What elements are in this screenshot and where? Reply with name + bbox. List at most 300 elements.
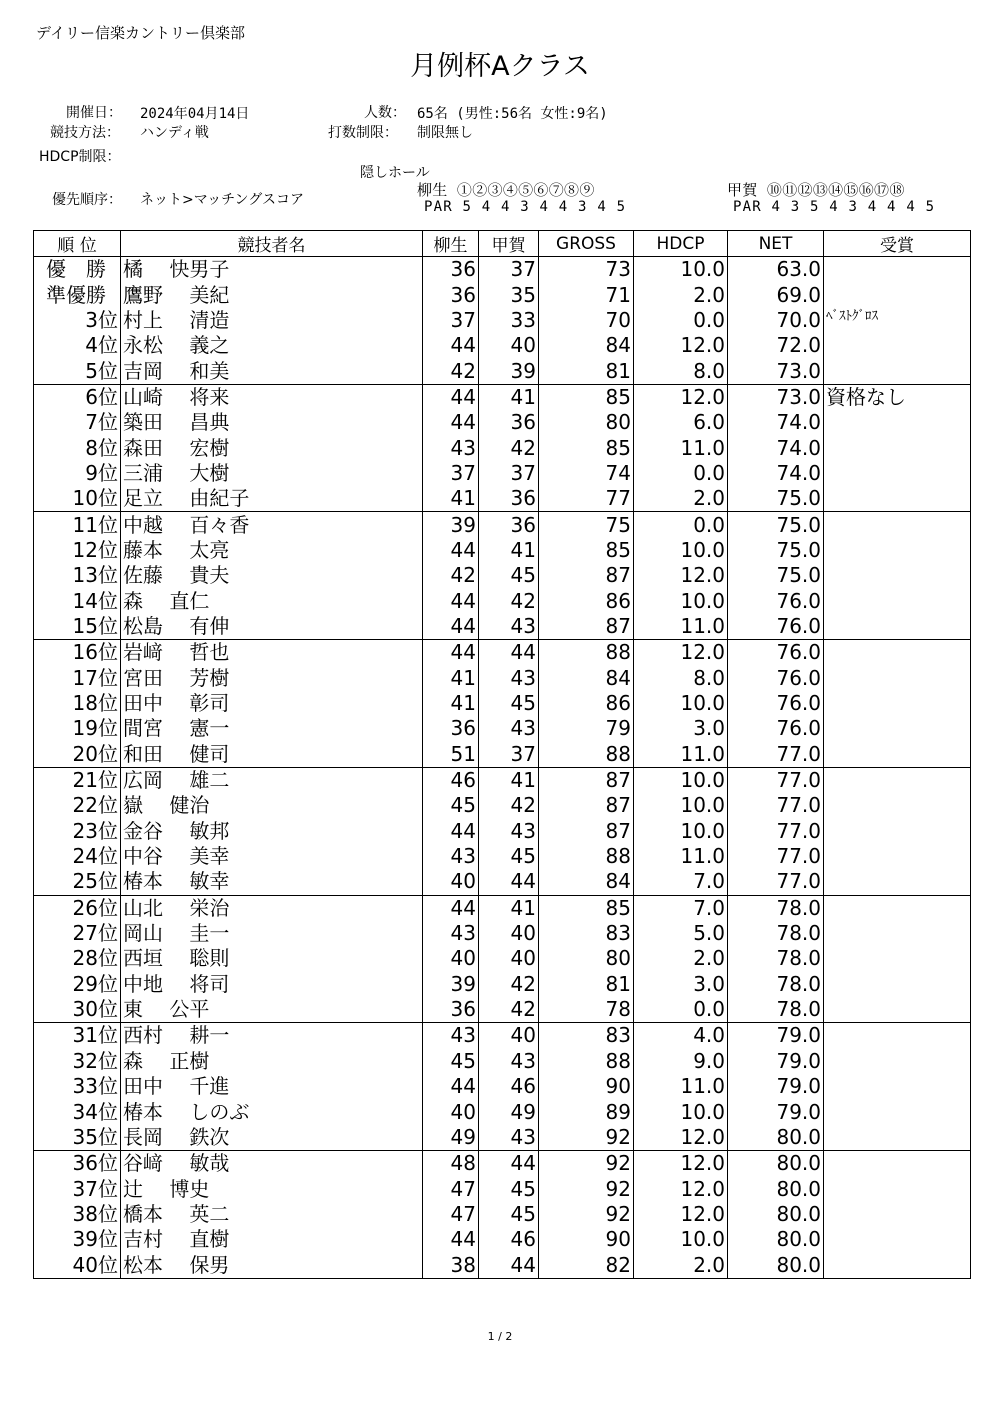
rank-cell: 37位 (34, 1176, 121, 1201)
net-cell: 77.0 (728, 767, 824, 793)
table-row (34, 844, 971, 869)
hdcp-cell: 11.0 (634, 1074, 728, 1099)
koga-score-cell: 42 (479, 972, 539, 997)
table-row (34, 819, 971, 844)
net-cell: 77.0 (728, 869, 824, 895)
table-row (34, 486, 971, 512)
koga-score-cell: 45 (479, 563, 539, 588)
page-title: 月例杯Aクラス (410, 51, 590, 82)
rank-cell: 5位 (34, 358, 121, 384)
hdcp-cell: 12.0 (634, 1125, 728, 1151)
yagyu-score-cell: 44 (423, 640, 479, 666)
net-cell: 80.0 (728, 1151, 824, 1177)
name-cell: 辻 博史 (121, 1176, 423, 1201)
koga-score-cell: 37 (479, 257, 539, 283)
name-cell: 鷹野 美紀 (121, 282, 423, 307)
koga-holes: 甲賀 ⑩⑪⑫⑬⑭⑮⑯⑰⑱ (727, 181, 905, 199)
koga-score-cell: 49 (479, 1099, 539, 1124)
rank-cell: 4位 (34, 333, 121, 358)
table-row (34, 461, 971, 486)
gross-cell: 90 (539, 1074, 634, 1099)
award-cell (824, 333, 971, 358)
table-row (34, 257, 971, 283)
hdcp-cell: 10.0 (634, 793, 728, 818)
yagyu-score-cell: 42 (423, 358, 479, 384)
table-row (34, 384, 971, 410)
net-cell: 80.0 (728, 1202, 824, 1227)
yagyu-score-cell: 44 (423, 333, 479, 358)
net-cell: 78.0 (728, 946, 824, 971)
net-cell: 79.0 (728, 1099, 824, 1124)
table-row (34, 767, 971, 793)
award-cell (824, 1252, 971, 1278)
name-cell: 築田 昌典 (121, 410, 423, 435)
koga-score-cell: 45 (479, 1202, 539, 1227)
net-cell: 80.0 (728, 1125, 824, 1151)
table-row (34, 1202, 971, 1227)
rank-cell: 8位 (34, 435, 121, 460)
award-cell (824, 895, 971, 921)
award-cell (824, 358, 971, 384)
table-header (34, 231, 971, 257)
award-cell (824, 435, 971, 460)
award-cell: 資格なし (824, 384, 971, 410)
rank-cell: 3位 (34, 308, 121, 333)
rank-cell: 15位 (34, 614, 121, 640)
gross-cell: 70 (539, 308, 634, 333)
award-cell (824, 614, 971, 640)
gross-cell: 84 (539, 666, 634, 691)
gross-cell: 77 (539, 486, 634, 512)
yagyu-score-cell: 43 (423, 1023, 479, 1049)
name-cell: 吉岡 和美 (121, 358, 423, 384)
gross-cell: 80 (539, 410, 634, 435)
award-cell (824, 410, 971, 435)
yagyu-score-cell: 42 (423, 563, 479, 588)
name-cell: 田中 彰司 (121, 691, 423, 716)
hdcp-cell: 12.0 (634, 1151, 728, 1177)
award-cell (824, 257, 971, 283)
name-cell: 椿本 敏幸 (121, 869, 423, 895)
rank-cell: 39位 (34, 1227, 121, 1252)
hdcp-cell: 10.0 (634, 767, 728, 793)
net-cell: 74.0 (728, 435, 824, 460)
name-cell: 東 公平 (121, 997, 423, 1023)
koga-score-cell: 43 (479, 614, 539, 640)
hdcp-cell: 11.0 (634, 844, 728, 869)
yagyu-score-cell: 41 (423, 486, 479, 512)
net-cell: 69.0 (728, 282, 824, 307)
koga-score-cell: 43 (479, 1049, 539, 1074)
yagyu-score-cell: 44 (423, 384, 479, 410)
net-cell: 78.0 (728, 972, 824, 997)
name-cell: 谷﨑 敏哉 (121, 1151, 423, 1177)
name-cell: 松島 有伸 (121, 614, 423, 640)
name-cell: 森 正樹 (121, 1049, 423, 1074)
rank-cell: 19位 (34, 716, 121, 741)
rank-cell: 10位 (34, 486, 121, 512)
hdcp-cell: 8.0 (634, 358, 728, 384)
table-row (34, 921, 971, 946)
gross-cell: 79 (539, 716, 634, 741)
award-cell (824, 1125, 971, 1151)
net-cell: 78.0 (728, 921, 824, 946)
rank-cell: 32位 (34, 1049, 121, 1074)
name-cell: 藤本 太亮 (121, 538, 423, 563)
table-row (34, 358, 971, 384)
gross-cell: 81 (539, 972, 634, 997)
award-cell (824, 921, 971, 946)
koga-score-cell: 40 (479, 946, 539, 971)
table-row (34, 691, 971, 716)
gross-cell: 78 (539, 997, 634, 1023)
gross-cell: 89 (539, 1099, 634, 1124)
net-cell: 77.0 (728, 793, 824, 818)
award-cell (824, 869, 971, 895)
award-cell (824, 640, 971, 666)
award-cell (824, 1023, 971, 1049)
yagyu-score-cell: 44 (423, 1227, 479, 1252)
table-row (34, 1049, 971, 1074)
table-row (34, 563, 971, 588)
stroke-limit-value: 制限無し (417, 125, 473, 141)
yagyu-score-cell: 38 (423, 1252, 479, 1278)
koga-score-cell: 43 (479, 666, 539, 691)
net-cell: 76.0 (728, 640, 824, 666)
gross-cell: 86 (539, 588, 634, 613)
gross-cell: 92 (539, 1151, 634, 1177)
rank-cell: 30位 (34, 997, 121, 1023)
net-cell: 76.0 (728, 691, 824, 716)
name-cell: 広岡 雄二 (121, 767, 423, 793)
gross-cell: 92 (539, 1176, 634, 1201)
stroke-limit-label: 打数制限： (328, 125, 398, 141)
rank-cell: 35位 (34, 1125, 121, 1151)
hdcp-cell: 6.0 (634, 410, 728, 435)
hdcp-cell: 3.0 (634, 972, 728, 997)
hdcp-cell: 12.0 (634, 640, 728, 666)
yagyu-score-cell: 51 (423, 742, 479, 768)
net-cell: 78.0 (728, 997, 824, 1023)
page-number: 1 / 2 (487, 1330, 513, 1343)
gross-cell: 84 (539, 333, 634, 358)
koga-score-cell: 43 (479, 716, 539, 741)
award-cell (824, 461, 971, 486)
award-cell (824, 742, 971, 768)
table-row (34, 640, 971, 666)
hdcp-cell: 2.0 (634, 1252, 728, 1278)
koga-score-cell: 43 (479, 819, 539, 844)
koga-score-cell: 44 (479, 1151, 539, 1177)
hdcp-cell: 0.0 (634, 997, 728, 1023)
name-cell: 岡山 圭一 (121, 921, 423, 946)
koga-score-cell: 45 (479, 1176, 539, 1201)
award-cell (824, 1049, 971, 1074)
date-label: 開催日： (66, 105, 122, 121)
net-cell: 74.0 (728, 410, 824, 435)
gross-cell: 83 (539, 1023, 634, 1049)
rank-cell: 20位 (34, 742, 121, 768)
col-name: 競技者名 (121, 231, 423, 257)
rank-cell: 28位 (34, 946, 121, 971)
gross-cell: 74 (539, 461, 634, 486)
name-cell: 田中 千進 (121, 1074, 423, 1099)
net-cell: 77.0 (728, 819, 824, 844)
hdcp-cell: 10.0 (634, 691, 728, 716)
gross-cell: 84 (539, 869, 634, 895)
table-row (34, 666, 971, 691)
name-cell: 和田 健司 (121, 742, 423, 768)
yagyu-par: PAR 5 4 4 3 4 4 3 4 5 (424, 199, 627, 215)
award-cell (824, 767, 971, 793)
yagyu-score-cell: 45 (423, 1049, 479, 1074)
table-row (34, 793, 971, 818)
rank-cell: 11位 (34, 512, 121, 538)
name-cell: 足立 由紀子 (121, 486, 423, 512)
gross-cell: 87 (539, 819, 634, 844)
rank-cell: 18位 (34, 691, 121, 716)
name-cell: 宮田 芳樹 (121, 666, 423, 691)
koga-score-cell: 33 (479, 308, 539, 333)
rank-cell: 31位 (34, 1023, 121, 1049)
rank-cell: 6位 (34, 384, 121, 410)
rank-cell: 24位 (34, 844, 121, 869)
hdcp-cell: 0.0 (634, 308, 728, 333)
hdcp-cell: 12.0 (634, 333, 728, 358)
hdcp-cell: 7.0 (634, 895, 728, 921)
net-cell: 70.0 (728, 308, 824, 333)
priority-label: 優先順序： (52, 192, 122, 208)
award-cell (824, 563, 971, 588)
name-cell: 金谷 敏邦 (121, 819, 423, 844)
rank-cell: 29位 (34, 972, 121, 997)
yagyu-score-cell: 39 (423, 512, 479, 538)
hdcp-cell: 10.0 (634, 588, 728, 613)
koga-score-cell: 42 (479, 435, 539, 460)
award-cell (824, 486, 971, 512)
koga-score-cell: 42 (479, 793, 539, 818)
gross-cell: 87 (539, 793, 634, 818)
koga-score-cell: 43 (479, 1125, 539, 1151)
net-cell: 79.0 (728, 1023, 824, 1049)
hdcp-limit-label: HDCP制限： (39, 149, 121, 165)
gross-cell: 88 (539, 640, 634, 666)
gross-cell: 71 (539, 282, 634, 307)
net-cell: 80.0 (728, 1227, 824, 1252)
method-label: 競技方法： (50, 125, 120, 141)
table-row (34, 538, 971, 563)
award-cell (824, 1099, 971, 1124)
col-rank: 順 位 (34, 231, 121, 257)
gross-cell: 86 (539, 691, 634, 716)
gross-cell: 80 (539, 946, 634, 971)
net-cell: 63.0 (728, 257, 824, 283)
name-cell: 中谷 美幸 (121, 844, 423, 869)
name-cell: 橘 快男子 (121, 257, 423, 283)
gross-cell: 85 (539, 538, 634, 563)
rank-cell: 26位 (34, 895, 121, 921)
name-cell: 間宮 憲一 (121, 716, 423, 741)
koga-score-cell: 41 (479, 767, 539, 793)
yagyu-score-cell: 49 (423, 1125, 479, 1151)
award-cell (824, 793, 971, 818)
table-row (34, 946, 971, 971)
name-cell: 佐藤 貴夫 (121, 563, 423, 588)
rank-cell: 16位 (34, 640, 121, 666)
koga-score-cell: 46 (479, 1227, 539, 1252)
hidden-hole-label: 隠しホール (360, 165, 430, 181)
table-row (34, 1151, 971, 1177)
gross-cell: 88 (539, 1049, 634, 1074)
yagyu-score-cell: 44 (423, 588, 479, 613)
koga-score-cell: 36 (479, 410, 539, 435)
yagyu-score-cell: 45 (423, 793, 479, 818)
net-cell: 73.0 (728, 384, 824, 410)
koga-score-cell: 40 (479, 921, 539, 946)
net-cell: 73.0 (728, 358, 824, 384)
hdcp-cell: 10.0 (634, 257, 728, 283)
gross-cell: 85 (539, 435, 634, 460)
yagyu-score-cell: 43 (423, 435, 479, 460)
table-row (34, 614, 971, 640)
gross-cell: 87 (539, 614, 634, 640)
koga-score-cell: 37 (479, 742, 539, 768)
net-cell: 75.0 (728, 486, 824, 512)
rank-cell: 38位 (34, 1202, 121, 1227)
rank-cell: 12位 (34, 538, 121, 563)
rank-cell: 36位 (34, 1151, 121, 1177)
award-cell (824, 946, 971, 971)
hdcp-cell: 11.0 (634, 742, 728, 768)
award-cell (824, 512, 971, 538)
col-hdcp: HDCP (634, 231, 728, 257)
hdcp-cell: 0.0 (634, 461, 728, 486)
gross-cell: 75 (539, 512, 634, 538)
rank-cell: 40位 (34, 1252, 121, 1278)
people-label: 人数： (364, 105, 406, 121)
gross-cell: 83 (539, 921, 634, 946)
award-cell (824, 1151, 971, 1177)
gross-cell: 90 (539, 1227, 634, 1252)
hdcp-cell: 8.0 (634, 666, 728, 691)
koga-score-cell: 44 (479, 869, 539, 895)
rank-cell: 14位 (34, 588, 121, 613)
club-name: デイリー信楽カントリー倶楽部 (36, 24, 245, 42)
rank-cell: 7位 (34, 410, 121, 435)
name-cell: 村上 清造 (121, 308, 423, 333)
rank-cell: 準優勝 (34, 282, 121, 307)
yagyu-score-cell: 41 (423, 691, 479, 716)
award-cell (824, 1227, 971, 1252)
hdcp-cell: 11.0 (634, 435, 728, 460)
hdcp-cell: 10.0 (634, 1099, 728, 1124)
yagyu-score-cell: 47 (423, 1176, 479, 1201)
table-row (34, 869, 971, 895)
table-row (34, 308, 971, 333)
gross-cell: 87 (539, 563, 634, 588)
name-cell: 椿本 しのぶ (121, 1099, 423, 1124)
name-cell: 山北 栄治 (121, 895, 423, 921)
net-cell: 72.0 (728, 333, 824, 358)
net-cell: 76.0 (728, 614, 824, 640)
koga-score-cell: 35 (479, 282, 539, 307)
yagyu-score-cell: 44 (423, 538, 479, 563)
name-cell: 三浦 大樹 (121, 461, 423, 486)
hdcp-cell: 0.0 (634, 512, 728, 538)
net-cell: 76.0 (728, 666, 824, 691)
rank-cell: 9位 (34, 461, 121, 486)
net-cell: 76.0 (728, 716, 824, 741)
yagyu-score-cell: 44 (423, 895, 479, 921)
award-cell (824, 666, 971, 691)
koga-score-cell: 37 (479, 461, 539, 486)
award-cell: ﾍﾞｽﾄｸﾞﾛｽ (824, 308, 971, 333)
hdcp-cell: 2.0 (634, 946, 728, 971)
koga-score-cell: 36 (479, 512, 539, 538)
yagyu-score-cell: 36 (423, 716, 479, 741)
net-cell: 75.0 (728, 538, 824, 563)
gross-cell: 73 (539, 257, 634, 283)
name-cell: 永松 義之 (121, 333, 423, 358)
name-cell: 中地 将司 (121, 972, 423, 997)
net-cell: 79.0 (728, 1049, 824, 1074)
table-row (34, 972, 971, 997)
net-cell: 74.0 (728, 461, 824, 486)
table-row (34, 1125, 971, 1151)
gross-cell: 87 (539, 767, 634, 793)
date-value: 2024年04月14日 (140, 106, 250, 122)
rank-cell: 優 勝 (34, 257, 121, 283)
award-cell (824, 997, 971, 1023)
col-award: 受賞 (824, 231, 971, 257)
net-cell: 78.0 (728, 895, 824, 921)
gross-cell: 92 (539, 1125, 634, 1151)
koga-score-cell: 40 (479, 333, 539, 358)
gross-cell: 81 (539, 358, 634, 384)
award-cell (824, 588, 971, 613)
table-row (34, 716, 971, 741)
hdcp-cell: 9.0 (634, 1049, 728, 1074)
hdcp-cell: 2.0 (634, 486, 728, 512)
table-row (34, 588, 971, 613)
yagyu-score-cell: 37 (423, 308, 479, 333)
hdcp-cell: 12.0 (634, 384, 728, 410)
hdcp-cell: 10.0 (634, 1227, 728, 1252)
name-cell: 長岡 鉄次 (121, 1125, 423, 1151)
name-cell: 森 直仁 (121, 588, 423, 613)
table-row (34, 282, 971, 307)
net-cell: 80.0 (728, 1252, 824, 1278)
rank-cell: 22位 (34, 793, 121, 818)
award-cell (824, 1202, 971, 1227)
yagyu-score-cell: 48 (423, 1151, 479, 1177)
table-row (34, 742, 971, 768)
yagyu-score-cell: 36 (423, 997, 479, 1023)
koga-score-cell: 41 (479, 538, 539, 563)
yagyu-score-cell: 40 (423, 869, 479, 895)
net-cell: 79.0 (728, 1074, 824, 1099)
rank-cell: 27位 (34, 921, 121, 946)
yagyu-score-cell: 37 (423, 461, 479, 486)
gross-cell: 88 (539, 742, 634, 768)
hdcp-cell: 3.0 (634, 716, 728, 741)
table-row (34, 410, 971, 435)
gross-cell: 85 (539, 895, 634, 921)
name-cell: 中越 百々香 (121, 512, 423, 538)
table-row (34, 1074, 971, 1099)
rank-cell: 13位 (34, 563, 121, 588)
hdcp-cell: 4.0 (634, 1023, 728, 1049)
